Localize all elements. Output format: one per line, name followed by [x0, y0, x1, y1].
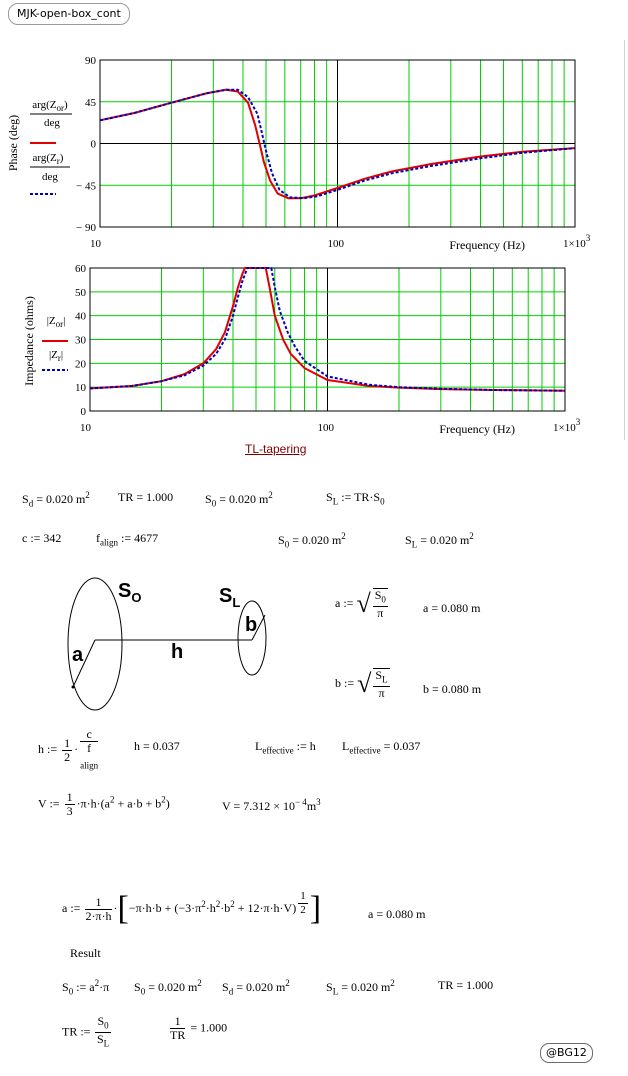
y-tick-label: 30: [75, 334, 86, 347]
y-tick-label: 45: [85, 96, 96, 109]
sl-definition: $S_L$ := $TR\cdot S_0$: [326, 490, 385, 507]
y-tick-label: 0: [90, 138, 96, 151]
y-axis-label: Impedance (ohms): [22, 296, 36, 386]
x-axis-label: Frequency (Hz): [439, 422, 515, 436]
h-label: h: [171, 641, 184, 663]
c-definition: c := 342: [22, 531, 62, 545]
y-tick-label: 20: [75, 358, 86, 371]
x-tick-label: 100: [327, 238, 344, 250]
x-tick-label: $1\times 10^3$: [553, 417, 581, 434]
sl-value: $S_L = 0.020$ $m^2$: [405, 531, 474, 550]
b-label: b: [245, 614, 258, 636]
tapered-line-diagram: [55, 570, 285, 720]
impedance-legend: [42, 315, 68, 370]
inverse-tr: $\frac{1}{TR}$ = 1.000: [170, 1014, 228, 1042]
so-label: $S_O$: [118, 580, 142, 605]
a-solve-definition: a := $\frac{1}{2\cdot\pi\cdot h}$ $\cdot[-\pi\cdot h\cdot b + (-3\cdot\pi^2\cdot h^2\cdot b^2 + 12\cdot\pi\cdot h\cdot V)$ $\frac{1}{2}$ ]: [62, 890, 322, 927]
x-axis-label: Frequency (Hz): [449, 238, 525, 252]
y-tick-label: 0: [80, 406, 86, 418]
y-tick-label: 50: [75, 286, 86, 299]
phase-chart: [0, 50, 628, 260]
y-tick-label: 90: [85, 55, 96, 67]
s0-value-2: $S_0 = 0.020$ $m^2$: [278, 531, 346, 550]
legend-entry-2-num: $|Z_r|$: [48, 349, 64, 363]
tr-value: TR = 1.000: [118, 490, 174, 504]
v-value: $V = 7.312 \times 10^{- 4}m^3$: [222, 797, 321, 813]
legend-entry-1-den: deg: [44, 117, 60, 129]
falign-definition: $f_{align}$ := 4677: [96, 531, 159, 548]
tr-result: TR = 1.000: [438, 978, 494, 992]
y-tick-label: 40: [75, 310, 86, 323]
legend-entry-2-num: $arg(Z_r)$: [32, 152, 64, 166]
a-definition: a := √ $\frac{S_0}{\pi}$: [335, 588, 386, 621]
v-definition: V := $\frac{1}{3}$ $\cdot\pi\cdot h\cdot(a^2 + a\cdot b + b^2)$: [38, 790, 170, 818]
x-tick-label: 10: [90, 238, 101, 250]
y-tick-label: − 45: [76, 180, 96, 193]
s0-result-def: $S_0$ := $a^2\cdot\pi$: [62, 978, 110, 997]
b-definition: b := √ $\frac{S_L}{\pi}$: [335, 668, 388, 701]
a-solve-value: a = 0.080 m: [368, 907, 426, 921]
plot-grid: [100, 60, 575, 227]
legend-entry-2-den: deg: [42, 171, 58, 183]
a-value: a = 0.080 m: [423, 601, 481, 615]
legend-entry-1-num: $|Z_{or}|$: [46, 315, 66, 329]
legend-entry-1-num: $arg(Z_{or})$: [32, 99, 68, 113]
h-definition: h := $\frac{1}{2}$ · c f $_{align}$: [38, 727, 99, 771]
author-badge: @BG12: [540, 1043, 593, 1063]
result-label: Result: [70, 946, 101, 960]
leff-definition: $L_{effective}$ := h: [255, 739, 316, 756]
y-tick-label: 60: [75, 263, 86, 275]
y-tick-label: 10: [75, 382, 86, 395]
x-tick-label: $1\times 10^3$: [563, 233, 591, 250]
tr-definition: TR := $\frac{S_0}{S_L}$: [62, 1014, 110, 1049]
h-value: h = 0.037: [134, 739, 180, 753]
s0-result: $S_0 = 0.020$ $m^2$: [134, 978, 202, 997]
tl-tapering-link[interactable]: TL-tapering: [245, 442, 307, 456]
s0-value: $S_0 = 0.020$ $m^2$: [205, 490, 273, 509]
sd-value: $S_d = 0.020$ $m^2$: [22, 490, 90, 509]
impedance-chart: [0, 258, 628, 438]
b-value: b = 0.080 m: [423, 682, 482, 696]
worksheet-tab[interactable]: MJK-open-box_cont: [8, 3, 130, 25]
x-tick-label: 10: [80, 422, 91, 434]
y-axis-label: Phase (deg): [6, 114, 20, 172]
sd-result: $S_d = 0.020$ $m^2$: [222, 978, 290, 997]
phase-legend: [30, 99, 72, 194]
a-label: a: [72, 644, 84, 666]
leff-value: $L_{effective} = 0.037$: [342, 739, 421, 756]
sl-label: $S_L$: [219, 585, 241, 610]
sl-result: $S_L = 0.020$ $m^2$: [326, 978, 395, 997]
y-tick-label: − 90: [76, 222, 96, 234]
x-tick-label: 100: [317, 422, 334, 434]
